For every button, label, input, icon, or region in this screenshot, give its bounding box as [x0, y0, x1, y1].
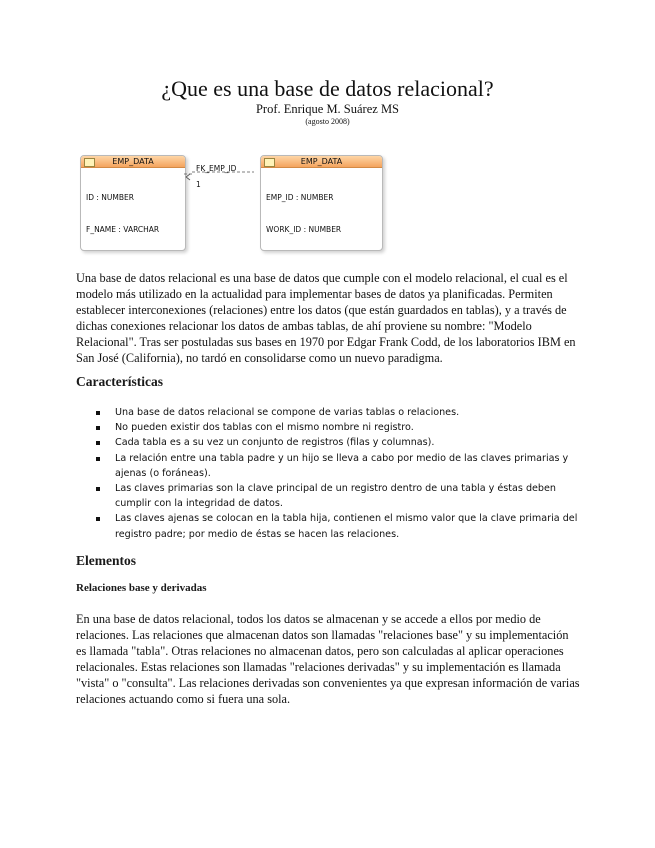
- bullet-icon: [96, 426, 100, 430]
- list-item: La relación entre una tabla padre y un hijo se lleva a cabo por medio de las claves primarias y ajenas (o foráneas).: [96, 451, 586, 481]
- relationship-cardinality: 1: [196, 180, 201, 189]
- list-item: Las claves ajenas se colocan en la tabla hija, contienen el mismo valor que la clave primaria del registro padre; por medio de éstas se hacen las relaciones.: [96, 511, 586, 541]
- list-item: Una base de datos relacional se compone de varias tablas o relaciones.: [96, 405, 586, 420]
- document-title: ¿Que es una base de datos relacional?: [161, 76, 494, 101]
- subsection-heading: Relaciones base y derivadas: [76, 582, 207, 594]
- characteristics-list: [96, 405, 586, 542]
- relationship-label: FK_EMP_ID: [196, 164, 237, 173]
- list-item: No pueden existir dos tablas con el mismo nombre ni registro.: [96, 420, 586, 435]
- entity-column: EMP_ID : NUMBER: [266, 193, 334, 202]
- date-line: (agosto 2008): [305, 117, 350, 126]
- bullet-icon: [96, 457, 100, 461]
- entity-name: EMP_DATA: [112, 157, 154, 166]
- entity-column: WORK_ID : NUMBER: [266, 224, 342, 234]
- author-line: Prof. Enrique M. Suárez MS: [255, 102, 400, 116]
- entity-columns: [261, 168, 382, 251]
- entity-emp-right: [260, 155, 383, 251]
- entity-column: F_NAME : VARCHAR: [86, 224, 160, 234]
- bullet-icon: [96, 487, 100, 491]
- intro-paragraph: Una base de datos relacional es una base de datos que cumple con el modelo relacional, el cual es el modelo más utilizado en la actualidad para implementar bases de datos ya planificadas. Permiten establecer interconexiones (relaciones) entre los datos (que están guardados en tablas), y a través de dichas conexiones relacionar los datos de ambas tablas, de ahí proviene su nombre: "Modelo Relacional". Tras ser postuladas sus bases en 1970 por Edgar Frank Codd, de los laboratorios IBM en San José (California), no tardó en consolidarse como un nuevo paradigma.: [76, 271, 576, 365]
- list-item: Las claves primarias son la clave principal de un registro dentro de una tabla y éstas deben cumplir con la integridad de datos.: [96, 481, 586, 511]
- section-heading-caracteristicas: Características: [76, 374, 163, 389]
- entity-header: [261, 156, 382, 168]
- bullet-icon: [96, 411, 100, 415]
- entity-name: EMP_DATA: [300, 157, 343, 166]
- table-icon: [264, 158, 275, 167]
- section-heading-elementos: Elementos: [76, 553, 136, 568]
- list-item: Cada tabla es a su vez un conjunto de registros (filas y columnas).: [96, 435, 586, 450]
- bullet-icon: [96, 517, 100, 521]
- entity-column: ID : NUMBER: [86, 193, 134, 202]
- elements-paragraph: En una base de datos relacional, todos los datos se almacenan y se accede a ellos por medio de relaciones. Las relaciones que almacenan datos son llamadas "relaciones base" y su implementación es llamada "tabla". Otras relaciones no almacenan datos, pero son calculadas al aplicar operaciones relacionales. Estas relaciones son llamadas "relaciones derivadas" y su implementación es llamada "vista" o "consulta". Las relaciones derivadas son convenientes ya que expresan información de varias relaciones actuando como si fuera una sola.: [76, 612, 580, 706]
- bullet-icon: [96, 441, 100, 445]
